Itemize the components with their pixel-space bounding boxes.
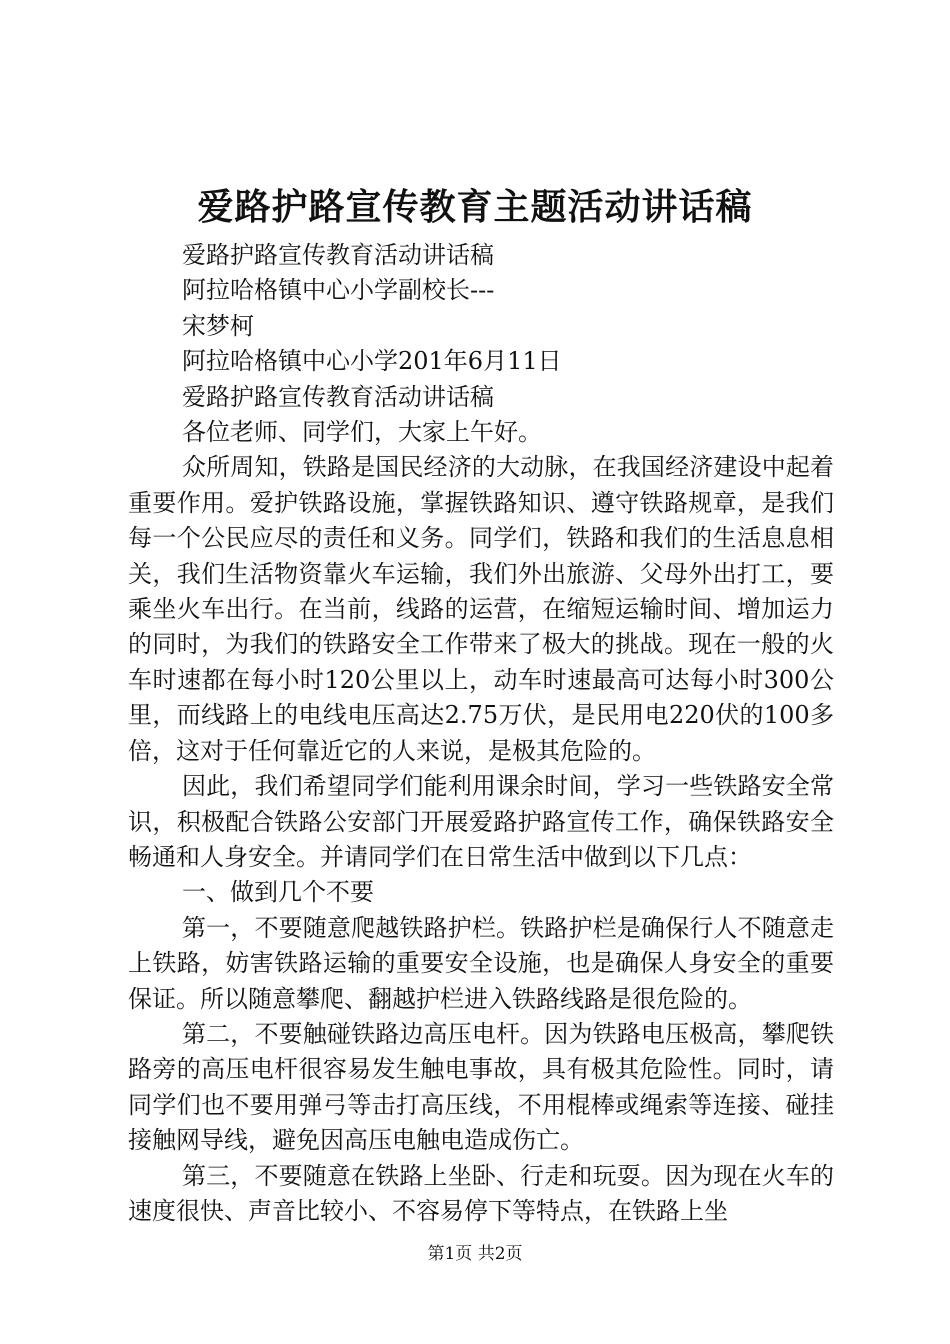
header-line: 宋梦柯 — [182, 311, 254, 340]
header-line: 爱路护路宣传教育活动讲话稿 — [182, 241, 494, 269]
body-paragraph: 众所周知，铁路是国民经济的大动脉，在我国经济建设中起着重要作用。爱护铁路设施，掌握铁路知识、遵守铁路规章，是我们每一个公民应尽的责任和义务。同学们，铁路和我们的生活息息相关，我们生活物资靠火车运输，我们外出旅游、父母外出打工，要乘坐火车出行。在当前，线路的运营，在缩短运输时间、增加运力的同时，为我们的铁路安全工作带来了极大的挑战。现在一般的火车时速都在每小时120公里以上，动车时速最高可达每小时300公里，而线路上的电线电压高达2.75万伏，是民用电220伏的100多倍，这对于任何靠近它的人来说，是极其危险的。 — [128, 453, 834, 765]
document-title: 爱路护路宣传教育主题活动讲话稿 — [197, 187, 753, 228]
list-item: 第三，不要随意在铁路上坐卧、行走和玩耍。因为现在火车的速度很快、声音比较小、不容易停下等特点，在铁路上坐 — [128, 1161, 834, 1225]
body-paragraph: 因此，我们希望同学们能利用课余时间，学习一些铁路安全常识，积极配合铁路公安部门开展爱路护路宣传工作，确保铁路安全畅通和人身安全。并请同学们在日常生活中做到以下几点： — [128, 772, 834, 871]
section-heading: 一、做到几个不要 — [182, 878, 374, 907]
list-item: 第一，不要随意爬越铁路护栏。铁路护栏是确保行人不随意走上铁路，妨害铁路运输的重要安全设施，也是确保人身安全的重要保证。所以随意攀爬、翻越护栏进入铁路线路是很危险的。 — [128, 913, 834, 1013]
header-line: 爱路护路宣传教育活动讲话稿 — [182, 382, 494, 411]
page-footer: 第1页 共2页 — [427, 1244, 523, 1264]
document-body — [128, 238, 834, 1229]
list-item: 第二，不要触碰铁路边高压电杆。因为铁路电压极高，攀爬铁路旁的高压电杆很容易发生触电事故，具有极其危险性。同时，请同学们也不要用弹弓等击打高压线，不用棍棒或绳索等连接、碰挂接触网导线，避免因高压电触电造成伤亡。 — [128, 1019, 834, 1155]
header-line: 阿拉哈格镇中心小学副校长--- — [182, 276, 495, 305]
header-line: 阿拉哈格镇中心小学201年6月11日 — [182, 347, 562, 376]
greeting-line: 各位老师、同学们，大家上午好。 — [182, 418, 542, 447]
